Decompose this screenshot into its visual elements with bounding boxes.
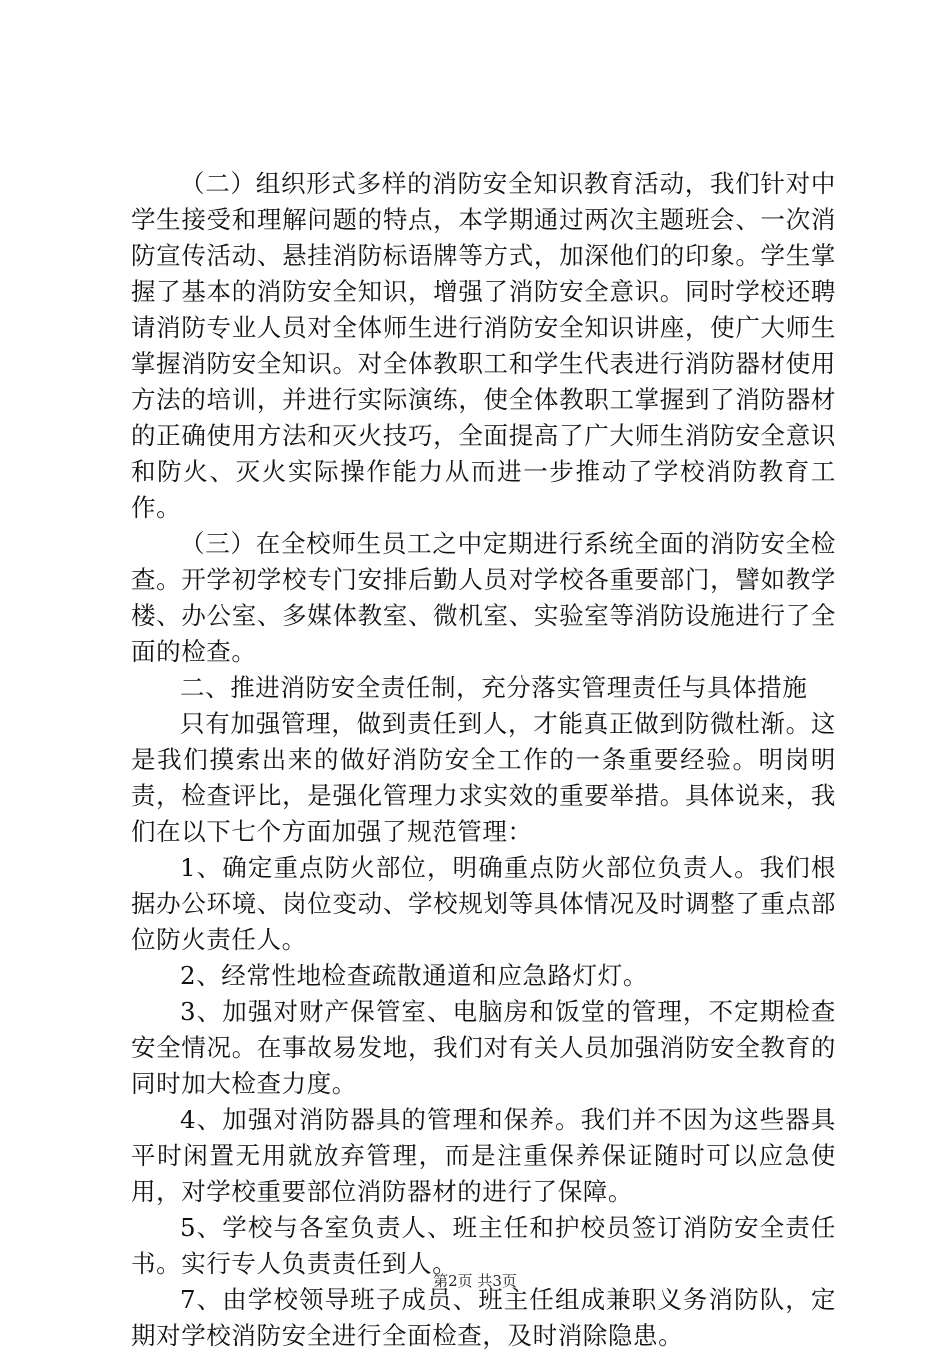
paragraph-safety-inspection: （三）在全校师生员工之中定期进行系统全面的消防安全检查。开学初学校专门安排后勤人员对学校各重要部门，譬如教学楼、办公室、多媒体教室、微机室、实验室等消防设施进行了全面的检查。 [131, 529, 836, 666]
list-item-2: 2、经常性地检查疏散通道和应急路灯灯。 [180, 961, 648, 990]
paragraph-management-intro: 只有加强管理，做到责任到人，才能真正做到防微杜渐。这是我们摸索出来的做好消防安全工作的一条重要经验。明岗明责，检查评比，是强化管理力求实效的重要举措。具体说来，我们在以下七个方面加强了规范管理： [131, 709, 836, 846]
list-item-7: 7、由学校领导班子成员、班主任组成兼职义务消防队，定期对学校消防安全进行全面检查，及时消除隐患。 [131, 1285, 836, 1350]
section-heading-responsibility: 二、推进消防安全责任制，充分落实管理责任与具体措施 [180, 673, 808, 702]
list-item-5: 5、学校与各室负责人、班主任和护校员签订消防安全责任书。实行专人负责责任到人。 [131, 1213, 836, 1278]
page-number-label: 第2页 共3页 [433, 1272, 517, 1290]
page-footer [0, 1271, 950, 1291]
list-item-4: 4、加强对消防器具的管理和保养。我们并不因为这些器具平时闲置无用就放弃管理，而是注重保养保证随时可以应急使用，对学校重要部位消防器材的进行了保障。 [131, 1105, 836, 1206]
list-item-1: 1、确定重点防火部位，明确重点防火部位负责人。我们根据办公环境、岗位变动、学校规划等具体情况及时调整了重点部位防火责任人。 [131, 853, 836, 954]
paragraph-fire-education: （二）组织形式多样的消防安全知识教育活动，我们针对中学生接受和理解问题的特点，本学期通过两次主题班会、一次消防宣传活动、悬挂消防标语牌等方式，加深他们的印象。学生掌握了基本的消防安全知识，增强了消防安全意识。同时学校还聘请消防专业人员对全体师生进行消防安全知识讲座，使广大师生掌握消防安全知识。对全体教职工和学生代表进行消防器材使用方法的培训，并进行实际演练，使全体教职工掌握到了消防器材的正确使用方法和灭火技巧，全面提高了广大师生消防安全意识和防火、灭火实际操作能力从而进一步推动了学校消防教育工作。 [131, 169, 836, 522]
list-item-3: 3、加强对财产保管室、电脑房和饭堂的管理，不定期检查安全情况。在事故易发地，我们对有关人员加强消防安全教育的同时加大检查力度。 [131, 997, 836, 1098]
document-body [131, 166, 836, 1354]
